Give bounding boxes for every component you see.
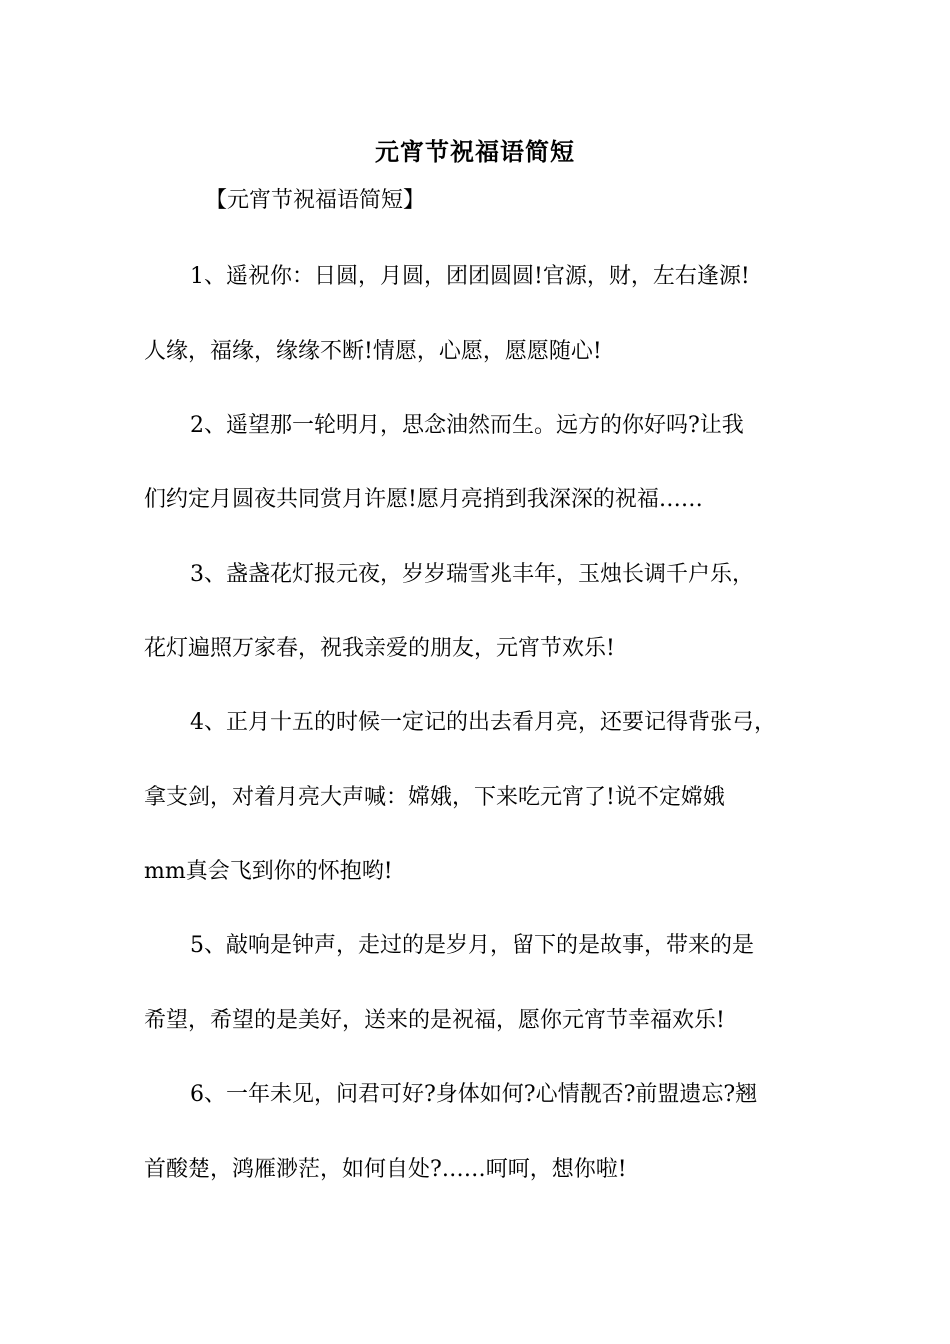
paragraph-line: 4、正月十五的时候一定记的出去看月亮，还要记得背张弓，	[190, 710, 776, 735]
paragraph-line: 拿支剑，对着月亮大声喊：嫦娥，下来吃元宵了!说不定嫦娥	[144, 785, 725, 810]
paragraph-line: 3、盏盏花灯报元夜，岁岁瑞雪兆丰年，玉烛长调千户乐，	[190, 562, 754, 587]
paragraph-line: 2、遥望那一轮明月，思念油然而生。远方的你好吗?让我	[190, 413, 744, 438]
paragraph-line: 们约定月圆夜共同赏月许愿!愿月亮捎到我深深的祝福……	[144, 487, 703, 512]
document-subtitle: 【元宵节祝福语简短】	[205, 188, 426, 213]
paragraph-line: 1、遥祝你：日圆，月圆，团团圆圆!官源，财，左右逢源!	[190, 264, 750, 289]
paragraph-line: mm真会飞到你的怀抱哟!	[144, 859, 393, 884]
paragraph-line: 5、敲响是钟声，走过的是岁月，留下的是故事，带来的是	[190, 933, 754, 958]
paragraph-line: 人缘，福缘，缘缘不断!情愿，心愿，愿愿随心!	[144, 339, 602, 364]
paragraph-line: 希望，希望的是美好，送来的是祝福，愿你元宵节幸福欢乐!	[144, 1008, 725, 1033]
paragraph-line: 首酸楚，鸿雁渺茫，如何自处?……呵呵，想你啦!	[144, 1157, 627, 1182]
paragraph-line: 花灯遍照万家春，祝我亲爱的朋友，元宵节欢乐!	[144, 636, 615, 661]
paragraph-line: 6、一年未见，问君可好?身体如何?心情靓否?前盟遗忘?翘	[190, 1082, 758, 1107]
document-title: 元宵节祝福语简短	[375, 137, 575, 166]
